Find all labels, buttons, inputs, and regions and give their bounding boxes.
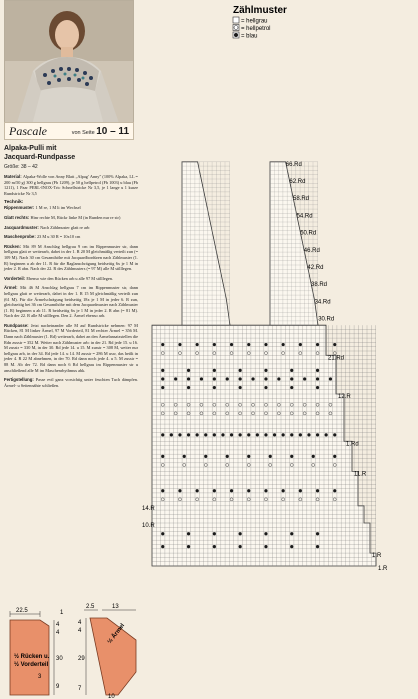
chart-dot — [161, 377, 164, 380]
chart-dot — [316, 489, 319, 492]
section-label: Glatt rechts: — [4, 214, 31, 220]
sleeve-dim-cuff: 7 — [78, 686, 82, 692]
chart-dot — [178, 343, 181, 346]
section-text: Hinr rechte M, Rückr linke M (in Runden nur re str) — [30, 214, 121, 220]
chart-dot — [187, 369, 190, 372]
chart-dot — [290, 377, 293, 380]
section-text: Alpaka-Wolle von Anny Blatt „Alpag’ Anny” (100% Alpaka, LL = 200 m/50 g) 300 g hellgrau (Fb 1209), je 50 g hellpetrol (Fb 1003) u blau (Fb 1211), 1 Paar PERL-INOX-Tric Schnellstricke Nr 3,5, je 1 lange u 1 kurze Rundstricke Nr 3,5 — [4, 174, 138, 196]
chart-dot — [230, 343, 233, 346]
chart-dot — [303, 377, 306, 380]
chart-dot — [187, 545, 190, 548]
row-label: 1.R — [372, 553, 382, 560]
row-label: 66.Rd — [285, 161, 302, 168]
chart-dot — [247, 455, 250, 458]
page-reference: von Seite 10 – 11 — [71, 125, 129, 137]
legend-box-icon — [233, 17, 239, 23]
row-label: 14.R — [142, 505, 155, 512]
row-label: 1.Rd — [346, 441, 359, 448]
row-label: 21.Rd — [328, 355, 345, 362]
chart-dot — [333, 489, 336, 492]
chart-dot — [329, 377, 332, 380]
chart-dot — [299, 343, 302, 346]
chart-dot — [264, 343, 267, 346]
chart-dot — [178, 489, 181, 492]
chart-dot — [161, 343, 164, 346]
chart-dot — [213, 343, 216, 346]
chart-dot — [221, 433, 224, 436]
chart-dot — [247, 343, 250, 346]
chart-dot — [264, 386, 267, 389]
pattern-title: Alpaka-Pulli mit Jacquard-Rundpasse — [4, 145, 76, 161]
model-photo-illustration — [5, 1, 133, 129]
body-dim-a: 4 — [56, 622, 60, 628]
chart-dot — [299, 433, 302, 436]
section-text: Ebenso wie den Rücken arb u alle 97 M stilllegen. — [26, 275, 114, 281]
row-label: 1.R — [378, 566, 388, 572]
chart-dot — [316, 532, 319, 535]
section-label: Rippenmuster: — [4, 205, 36, 211]
chart-dot — [213, 489, 216, 492]
chart-dot — [204, 433, 207, 436]
chart-dot — [264, 532, 267, 535]
instructions-column — [4, 145, 138, 392]
chart-dot — [230, 489, 233, 492]
sleeve-dim-c: 4 — [78, 628, 82, 634]
chart-dot — [256, 433, 259, 436]
row-label: 11.R — [354, 471, 367, 478]
chart-dot — [264, 433, 267, 436]
chart-dot — [213, 545, 216, 548]
chart-dot — [239, 386, 242, 389]
chart-dot — [161, 369, 164, 372]
legend-dot-icon — [234, 33, 238, 37]
chart-dot — [226, 377, 229, 380]
chart-dot — [333, 343, 336, 346]
section-4 — [4, 225, 138, 231]
model-photo — [4, 0, 134, 130]
chart-dot — [161, 489, 164, 492]
legend-label-hellgrau: = hellgrau — [241, 18, 268, 25]
body-dim-d: 1 — [60, 610, 64, 616]
section-8 — [4, 285, 138, 319]
chart-dot — [316, 369, 319, 372]
section-label: Ärmel: — [4, 285, 21, 291]
chart-dot — [290, 386, 293, 389]
chart-dot — [316, 433, 319, 436]
row-label: 30.Rd — [318, 316, 335, 323]
section-text: 1 M re, 1 M li im Wechsel — [35, 205, 81, 211]
chart-dot — [247, 489, 250, 492]
section-2 — [4, 205, 138, 211]
chart-dot — [187, 377, 190, 380]
garment-schematics — [0, 600, 418, 699]
section-label: Maschenprobe: — [4, 234, 37, 240]
chart-dot — [273, 433, 276, 436]
chart-dot — [264, 545, 267, 548]
row-label: 58.Rd — [293, 196, 310, 203]
chart-dot — [282, 489, 285, 492]
chart-dot — [316, 386, 319, 389]
chart-dot — [290, 433, 293, 436]
photo-caption — [4, 122, 134, 140]
chart-dot — [213, 369, 216, 372]
chart-grid — [152, 162, 376, 566]
chart-dot — [264, 369, 267, 372]
sleeve-dim-width: 13 — [112, 604, 119, 610]
chart-dot — [316, 545, 319, 548]
row-label: 50.Rd — [300, 230, 317, 237]
chart-dot — [325, 433, 328, 436]
section-1: Technik: — [4, 200, 24, 206]
chart-dot — [187, 532, 190, 535]
knitting-chart — [140, 0, 418, 600]
section-3 — [4, 215, 138, 221]
chart-dot — [290, 369, 293, 372]
section-label: Rundpasse: — [4, 322, 31, 328]
legend-label-hellpetrol: = hellpetrol — [241, 26, 271, 32]
chart-dot — [333, 433, 336, 436]
sleeve-dim-b: 4 — [78, 620, 82, 626]
section-5 — [4, 234, 138, 240]
chart-dot — [316, 377, 319, 380]
section-6 — [4, 244, 138, 272]
sleeve-shape — [90, 618, 136, 695]
chart-dot — [161, 455, 164, 458]
row-label: 34.Rd — [314, 299, 331, 306]
body-schematic — [10, 608, 64, 695]
section-text: Jetzt nacheinander alle M auf Rundstricke nehmen: 97 M Rücken, 81 M linker Ärmel, 97 M Vorderteil, 81 M rechter Ärmel = 356 M. Dann nach Zählmuster (1. Rd) weiterarb, dabei an den Ärmelansatzstellen die Rdn zusstr = 352 M. Weiter nach Zählmuster arb: in der 21. Rd jede 15. u 16. M zusstr = 330 M, in der 30. Rd jede 14. u 15. M zusstr = 308 M, weiter nur hellgrau arb, in der 34. Rd jede 14. u 14. M zusstr = 286 M usw, das heißt in jeder 4. R 22 M abnehmen, in der 70. Rd dann noch jede 4. u 5. M zusstr = 88 M. Ab der 72. Rd dann noch 6 Rd hellgrau im Rippenmuster str u anschließend alle M im Maschenrhythmus abk. — [4, 322, 138, 373]
chart-dot — [312, 455, 315, 458]
chart-dot — [290, 532, 293, 535]
section-label: Rücken: — [4, 243, 24, 249]
chart-dot — [239, 369, 242, 372]
chart-dot — [187, 386, 190, 389]
chart-dot — [200, 377, 203, 380]
chart-dot — [239, 532, 242, 535]
chart-dot — [213, 386, 216, 389]
chart-dot — [316, 343, 319, 346]
row-label: 46.Rd — [303, 247, 320, 254]
chart-dot — [333, 455, 336, 458]
chart-dot — [299, 489, 302, 492]
section-text: Nach Zählmuster glatt re arb — [40, 224, 90, 230]
chart-dot — [251, 377, 254, 380]
chart-ring — [333, 352, 336, 355]
row-label: 62.Rd — [289, 179, 306, 185]
section-text: 23 M u 30 R = 10x10 cm — [36, 234, 81, 240]
section-label: Jacquardmuster: — [4, 224, 41, 230]
legend-label-blau: = blau — [241, 33, 258, 40]
chart-dot — [239, 377, 242, 380]
chart-dot — [230, 433, 233, 436]
body-dim-b: 4 — [56, 630, 60, 636]
chart-dot — [269, 455, 272, 458]
chart-dot — [161, 433, 164, 436]
chart-dot — [204, 455, 207, 458]
section-label: Vorderteil: — [4, 275, 27, 281]
chart-dot — [290, 455, 293, 458]
chart-dot — [161, 532, 164, 535]
body-dim-width: 22.5 — [16, 608, 28, 614]
body-dim-length: 30 — [56, 656, 63, 662]
section-label: Fertigstellung: — [4, 377, 36, 383]
body-dim-rib: 9 — [56, 684, 60, 690]
chart-dot — [282, 343, 285, 346]
section-text: Mit 89 M Anschlag hellgrau 9 cm im Rippenmuster str, dann hellgrau glatt re weiterarb, dabei in der 1. R 20 M gleichmäßig verteilt zun (= 109 M). Nach 30 cm Gesamthöhe mit Jacquardbordüren nach Zählmuster (1. R) beginnen u ab der 11. R für die Raglanschrägung beidseitig 6x je 1 M in jeder 2. R abn. Nach der 22. R des Zählmusters (= 97 M) alle M stilllegen. — [4, 243, 139, 272]
chart-legend — [233, 5, 287, 40]
chart-dot — [183, 455, 186, 458]
section-7 — [4, 276, 138, 282]
chart-dot — [239, 433, 242, 436]
row-label: 38.Rd — [311, 282, 328, 289]
chart-dot — [196, 433, 199, 436]
body-dim-c: 3 — [38, 674, 42, 680]
section-0 — [4, 174, 138, 196]
chart-dot — [277, 377, 280, 380]
section-text: Mit 46 M Anschlag hellgrau 7 cm im Rippenmuster str, dann hellgrau glatt re weiterarb, dabei in der 1. R 15 M gleichmäßig verteilt zun (61 M). Für die Ärmelschrägung beidseitig 18x je 1 M in jeder 6. R zun, gleichzeitig bei 36 cm Gesamthöhe mit dem Jacquardmuster nach Zählmuster (1. R) beginnen u ab 11. R beidseitig 6x je 1 M in jeder 2. R abn (= 81 M). Nach der 22. R alle M stilllegen. Den 2. Ärmel ebenso arb. — [4, 285, 138, 319]
chart-dot — [264, 489, 267, 492]
legend-title: Zählmuster — [233, 5, 287, 16]
chart-dot — [174, 377, 177, 380]
model-name: Pascale — [9, 123, 47, 138]
chart-dot — [239, 545, 242, 548]
sleeve-label: ½ Ärmel — [106, 622, 127, 646]
chart-dot — [196, 489, 199, 492]
section-10 — [4, 377, 138, 388]
chart-dot — [307, 433, 310, 436]
section-9 — [4, 323, 138, 373]
chart-dot — [178, 433, 181, 436]
sleeve-dim-a: 2.5 — [86, 604, 95, 610]
chart-dot — [247, 433, 250, 436]
row-label: 10.R — [142, 523, 155, 529]
sleeve-dim-cuffwidth: 10 — [108, 694, 115, 699]
chart-dot — [213, 532, 216, 535]
chart-dot — [161, 545, 164, 548]
instruction-sections — [4, 174, 138, 388]
size-info: Größe: 38 – 42 — [4, 164, 38, 170]
chart-dot — [226, 455, 229, 458]
sleeve-dim-length: 29 — [78, 656, 85, 662]
body-label-2: ½ Vorderteil — [14, 662, 49, 668]
chart-dot — [213, 377, 216, 380]
chart-dot — [264, 377, 267, 380]
section-label: Material: — [4, 174, 23, 179]
sleeve-schematic — [78, 604, 136, 699]
chart-dot — [161, 386, 164, 389]
body-label-1: ½ Rücken u. — [14, 654, 50, 660]
chart-dot — [213, 433, 216, 436]
chart-dot — [196, 343, 199, 346]
chart-dot — [282, 433, 285, 436]
chart-dot — [290, 545, 293, 548]
chart-dot — [170, 433, 173, 436]
row-label: 12.R — [338, 394, 351, 400]
section-text: Passe evtl ganz vorsichtig unter feuchten Tuch dämpfen. Ärmel- u Seitennähte schließen. — [4, 377, 138, 388]
row-label: 42.Rd — [307, 265, 324, 271]
chart-dot — [187, 433, 190, 436]
row-label: 54.Rd — [296, 213, 313, 220]
